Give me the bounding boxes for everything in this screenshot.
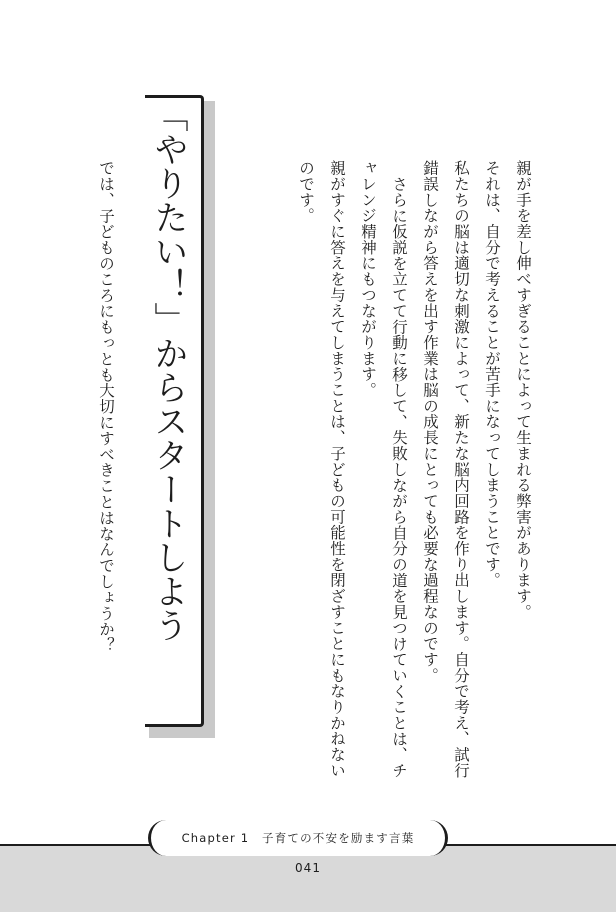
chapter-label-pill	[148, 820, 448, 856]
lead-question: では、子どものころにもっとも大切にすべきことはなんでしょうか？	[97, 160, 115, 653]
page-number: 041	[295, 861, 321, 875]
chapter-label: Chapter 1 子育ての不安を励ます言葉	[181, 831, 415, 845]
body-paragraph-1: 親が手を差し伸べすぎることによって生まれる弊害があります。	[514, 160, 532, 620]
body-paragraph-3: 私たちの脳は適切な刺激によって、新たな脳内回路を作り出します。自分で考え、試行錯誤しながら答えを出す作業は脳の成長にとっても必要な過程なのです。	[421, 160, 470, 779]
body-paragraph-4: さらに仮説を立てて行動に移して、失敗しながら自分の道を見つけていくことは、チャレンジ精神にもつながります。	[359, 160, 408, 778]
body-paragraph-5: 親がすぐに答えを与えてしまうことは、子どもの可能性を閉ざすことにもなりかねないのです。	[297, 160, 346, 779]
body-text	[252, 160, 538, 780]
section-heading: 「やりたい！」からスタートしよう	[148, 98, 188, 642]
body-paragraph-2: それは、自分で考えることが苦手になってしまうことです。	[483, 160, 501, 588]
